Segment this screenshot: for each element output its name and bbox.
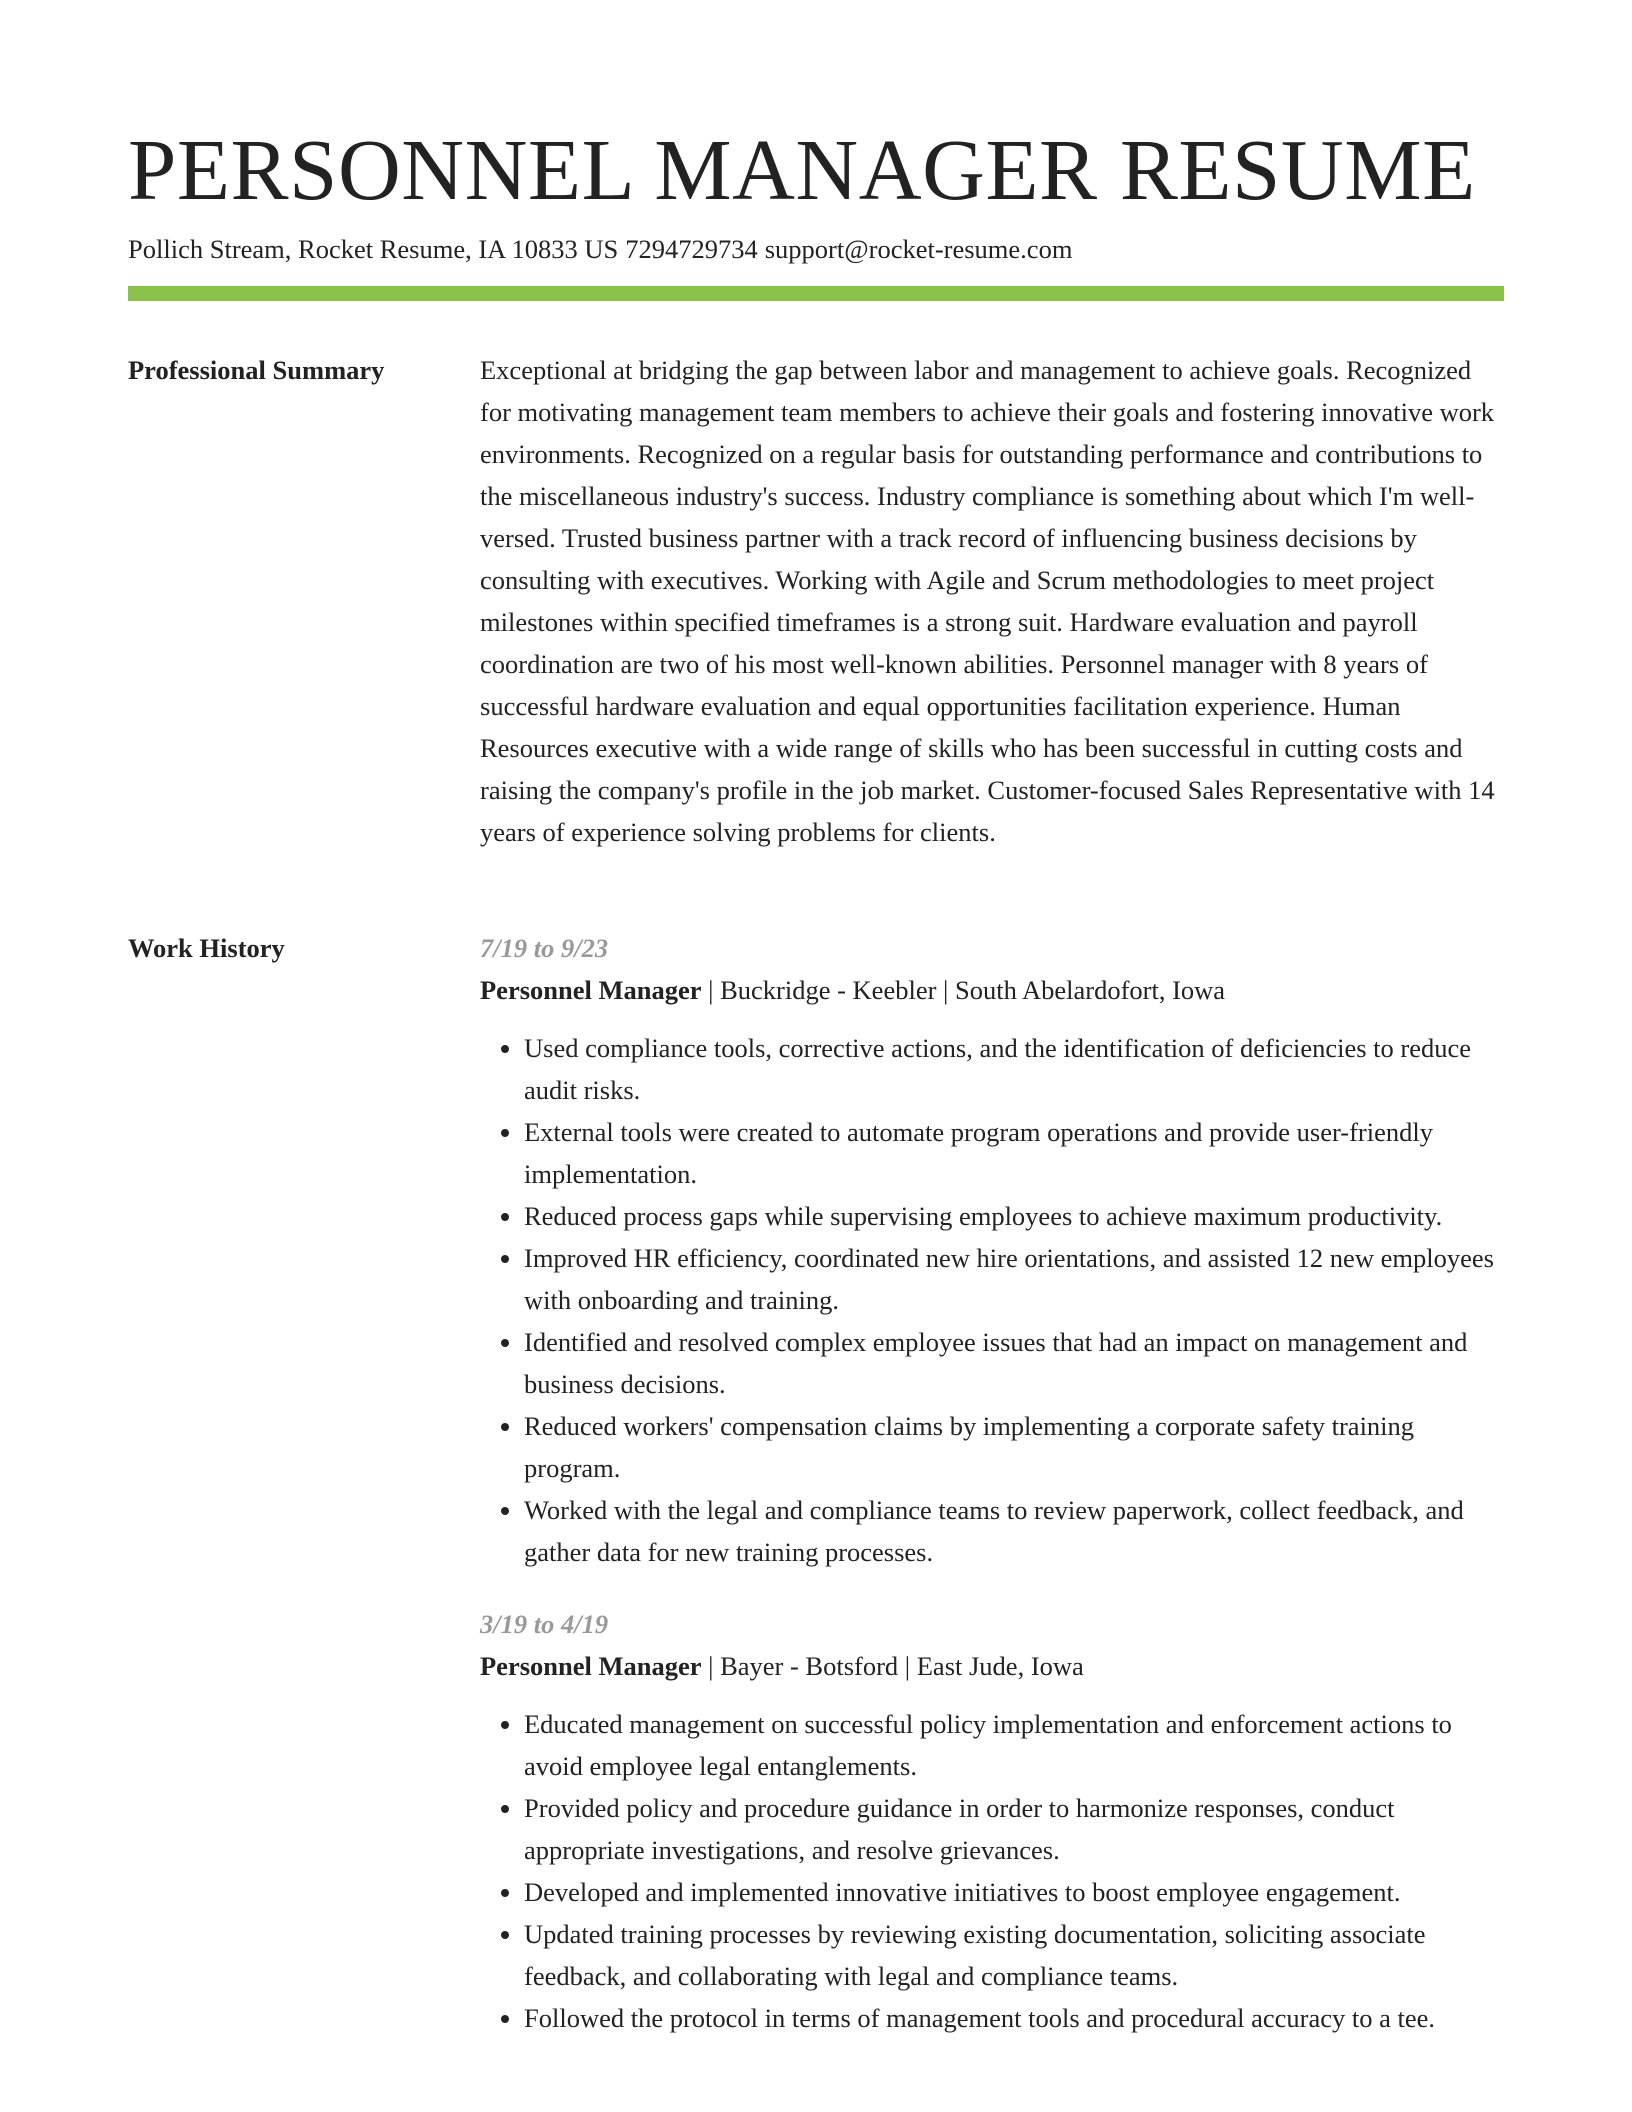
summary-text: Exceptional at bridging the gap between labor and management to achieve goals. Recognized for motivating management team members to achieve their goals and fostering innovative work environments. Recognized on a regular basis for outstanding performance and contributions to the miscellaneous industry's success. Industry compliance is something about which I'm well-versed. Trusted business partner with a track record of influencing business decisions by consulting with executives. Working with Agile and Scrum methodologies to meet project milestones within specified timeframes is a strong suit. Hardware evaluation and payroll coordination are two of his most well-known abilities. Personnel manager with 8 years of successful hardware evaluation and equal opportunities facilitation experience. Human Resources executive with a wide range of skills who has been successful in cutting costs and raising the company's profile in the job market. Customer-focused Sales Representative with 14 years of experience solving problems for clients. [480,355,1495,847]
job-details: | Bayer - Botsford | East Jude, Iowa [701,1651,1084,1681]
job-bullet: • Used compliance tools, corrective actions, and the identification of deficiencies to reduce audit risks. [524,1027,1504,1111]
job-details: | Buckridge - Keebler | South Abelardofort, Iowa [701,975,1226,1005]
job-bullet: • Followed the protocol in terms of management tools and procedural accuracy to a tee. [524,1997,1504,2039]
job-bullet: • Worked with the legal and compliance teams to review paperwork, collect feedback, and gather data for new training processes. [524,1489,1504,1573]
work-history-body [480,927,1504,2069]
job-bullet: • Identified and resolved complex employee issues that had an impact on management and business decisions. [524,1321,1504,1405]
job-heading [480,1645,1504,1687]
job-bullet: • Reduced process gaps while supervising employees to achieve maximum productivity. [524,1195,1504,1237]
job-entry [480,1603,1504,2039]
work-history-heading: Work History [128,933,285,963]
job-bullet: • Updated training processes by reviewing existing documentation, soliciting associate feedback, and collaborating with legal and compliance teams. [524,1913,1504,1997]
job-dates: 7/19 to 9/23 [480,933,609,963]
job-title: Personnel Manager [480,975,702,1005]
job-bullet: • Improved HR efficiency, coordinated new hire orientations, and assisted 12 new employees with onboarding and training. [524,1237,1504,1321]
header-divider [128,286,1504,301]
job-heading [480,969,1504,1011]
job-bullet-list [480,1027,1504,1573]
contact-phone: 7294729734 [625,234,758,264]
job-bullet-list [480,1703,1504,2039]
job-bullet: • Reduced workers' compensation claims by implementing a corporate safety training program. [524,1405,1504,1489]
job-bullet: • External tools were created to automate program operations and provide user-friendly implementation. [524,1111,1504,1195]
job-entry [480,927,1504,1573]
job-title: Personnel Manager [480,1651,702,1681]
job-dates: 3/19 to 4/19 [480,1609,609,1639]
summary-heading: Professional Summary [128,355,385,385]
job-bullet: • Developed and implemented innovative initiatives to boost employee engagement. [524,1871,1504,1913]
job-bullet: • Educated management on successful policy implementation and enforcement actions to avoid employee legal entanglements. [524,1703,1504,1787]
contact-address: Pollich Stream, Rocket Resume, IA 10833 US [128,234,619,264]
summary-body [480,349,1504,853]
contact-email: support@rocket-resume.com [764,234,1073,264]
contact-line [128,230,1072,268]
job-bullet: • Provided policy and procedure guidance in order to harmonize responses, conduct appropriate investigations, and resolve grievances. [524,1787,1504,1871]
resume-title: PERSONNEL MANAGER RESUME [128,121,1476,218]
